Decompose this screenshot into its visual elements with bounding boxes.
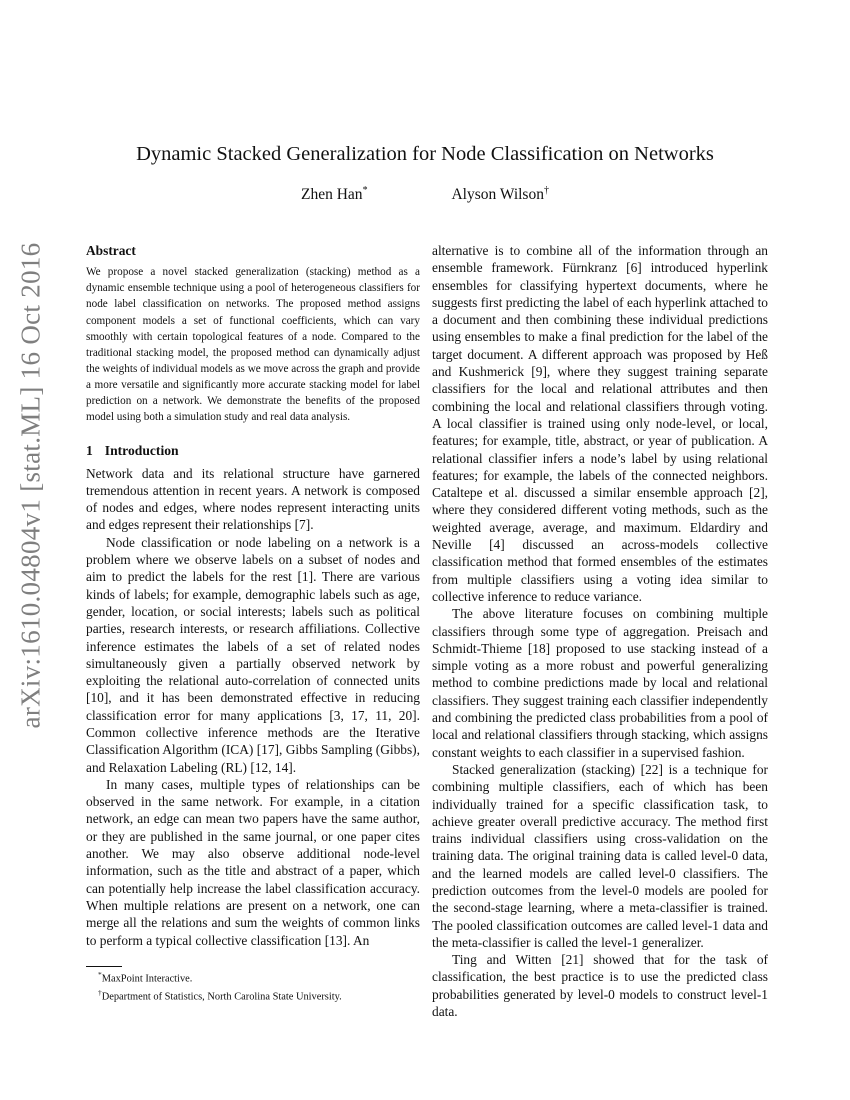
author-2-mark: † (543, 185, 549, 196)
arxiv-stamp (8, 242, 54, 728)
intro-paragraph-3: In many cases, multiple types of relationships can be observed in the same network. For example, in a citation network, an edge can mean two papers have the same author, or they are published in the same journal, or one paper cites another. We may also observe additional node-level information, such as the title and abstract of a paper, which can potentially help increase the label classification accuracy. When multiple relations are present on a network, one can merge all the relations and sum the weights of common links to perform a typical collective classification [13]. An (86, 776, 420, 948)
arxiv-stamp-text: arXiv:1610.04804v1 [stat.ML] 16 Oct 2016 (15, 242, 46, 728)
footnote-1 (86, 968, 420, 986)
section-title: Introduction (104, 443, 179, 459)
left-column (86, 242, 420, 949)
author-1-mark: * (362, 185, 368, 196)
right-paragraph-2: The above literature focuses on combining multiple classifiers through some type of aggregation. Preisach and Schmidt-Thieme [18] proposed to use stacking instead of a simple voting as a more robust and powerful generalizing method to combine predictions made by local and relational classifiers. They suggest training each classifier independently and combining the predicted class probabilities from a pool of local and relational classifiers through stacking, which assigns constant weights to each classifier in a supervised fashion. (432, 606, 768, 760)
right-paragraph-1: alternative is to combine all of the information through an ensemble framework. Fürnkranz [6] introduced hyperlink ensembles for classifying hypertext documents, where he suggests first predicting the label of each hyperlink attached to a document and then combining these individual predictions using ensembles to make a final prediction for the label of the target document. A different approach was proposed by Heß and Kushmerick [9], where they suggest training separate classifiers for the local and relational attributes and then combining the local and relational classifiers through voting. A local classifier is trained using only node-level, or local, features; for example, title, abstract, or year of publication. A relational classifier infers a node’s label by using relational features; for example, the labels of the connected neighbors. Cataltepe et al. discussed a similar ensemble approach [2], where they considered different voting methods, such as the weighted average, average, and maximum. Eldardiry and Neville [4] discussed an across-models collective classification method that formed ensembles of the estimates from multiple classifiers using a voting idea similar to collective inference to reduce variance. (432, 243, 768, 604)
author-list (0, 185, 850, 204)
footnote-1-text: MaxPoint Interactive. (101, 973, 193, 985)
right-column (432, 242, 768, 1020)
author-2 (451, 185, 549, 204)
right-paragraph-4: Ting and Witten [21] showed that for the task of classification, the best practice is to use the predicted class probabilities generated by level-0 models to construct level-1 data. (432, 952, 768, 1020)
footnote-2-mark: † (98, 988, 102, 998)
footnote-1-mark: * (98, 970, 102, 979)
paper-title: Dynamic Stacked Generalization for Node Classification on Networks (136, 143, 714, 165)
author-2-name: Alyson Wilson (451, 186, 544, 204)
footnote-2-text: Department of Statistics, North Carolina State University. (101, 991, 342, 1003)
right-paragraph-3: Stacked generalization (stacking) [22] is a technique for combining multiple classifiers, each of which has been individually trained for a specific classification task, to achieve greater overall predictive accuracy. The method first trains individual classifiers using cross-validation on the training data. The original training data is called level-0 data, and the learned models are called level-0 classifiers. The prediction outcomes from the level-0 models are pooled for the second-stage learning, where a meta-classifier is trained. The pooled classification outcomes are called level-1 data and the meta-classifier is called the level-1 generalizer. (432, 761, 768, 950)
footnote-2 (86, 986, 420, 1004)
section-number: 1 (86, 443, 93, 459)
abstract-heading: Abstract (86, 243, 136, 258)
intro-paragraph-2: Node classification or node labeling on a network is a problem where we observe labels on a subset of nodes and aim to predict the labels for the rest [1]. There are various kinds of labels; for example, demographic labels such as age, gender, location, or social interests; labels such as political parties, research interests, or research affiliations. Collective inference estimates the labels of a set of related nodes simultaneously given a partially observed network by exploiting the relational auto-correlation of connected units [10], and it has been demonstrated effective in reducing classification error for many applications [3, 17, 11, 20]. Common collective inference methods are the Iterative Classification Algorithm (ICA) [17], Gibbs Sampling (Gibbs), and Relaxation Labeling (RL) [12, 14]. (86, 534, 420, 775)
abstract-text: We propose a novel stacked generalization (stacking) method as a dynamic ensemble technique using a pool of heterogeneous classifiers for node label classification on networks. The proposed method assigns component models a set of functional coefficients, which can vary smoothly with certain topological features of a node. Compared to the traditional stacking model, the proposed method can dynamically adjust the weights of individual models as we move across the graph and provide a more versatile and significantly more accurate stacking model for label prediction on a network. We demonstrate the benefits of the proposed model using both a simulation study and real data analysis. (86, 266, 420, 424)
footnote-rule (86, 966, 122, 967)
author-1-name: Zhen Han (301, 186, 363, 204)
footnotes (86, 966, 420, 1005)
section-heading-introduction (86, 442, 420, 459)
intro-paragraph-1: Network data and its relational structure have garnered tremendous attention in recent years. A network is composed of nodes and edges, where nodes represent interacting units and edges represent their relationships [7]. (86, 465, 420, 533)
author-1 (301, 185, 368, 204)
